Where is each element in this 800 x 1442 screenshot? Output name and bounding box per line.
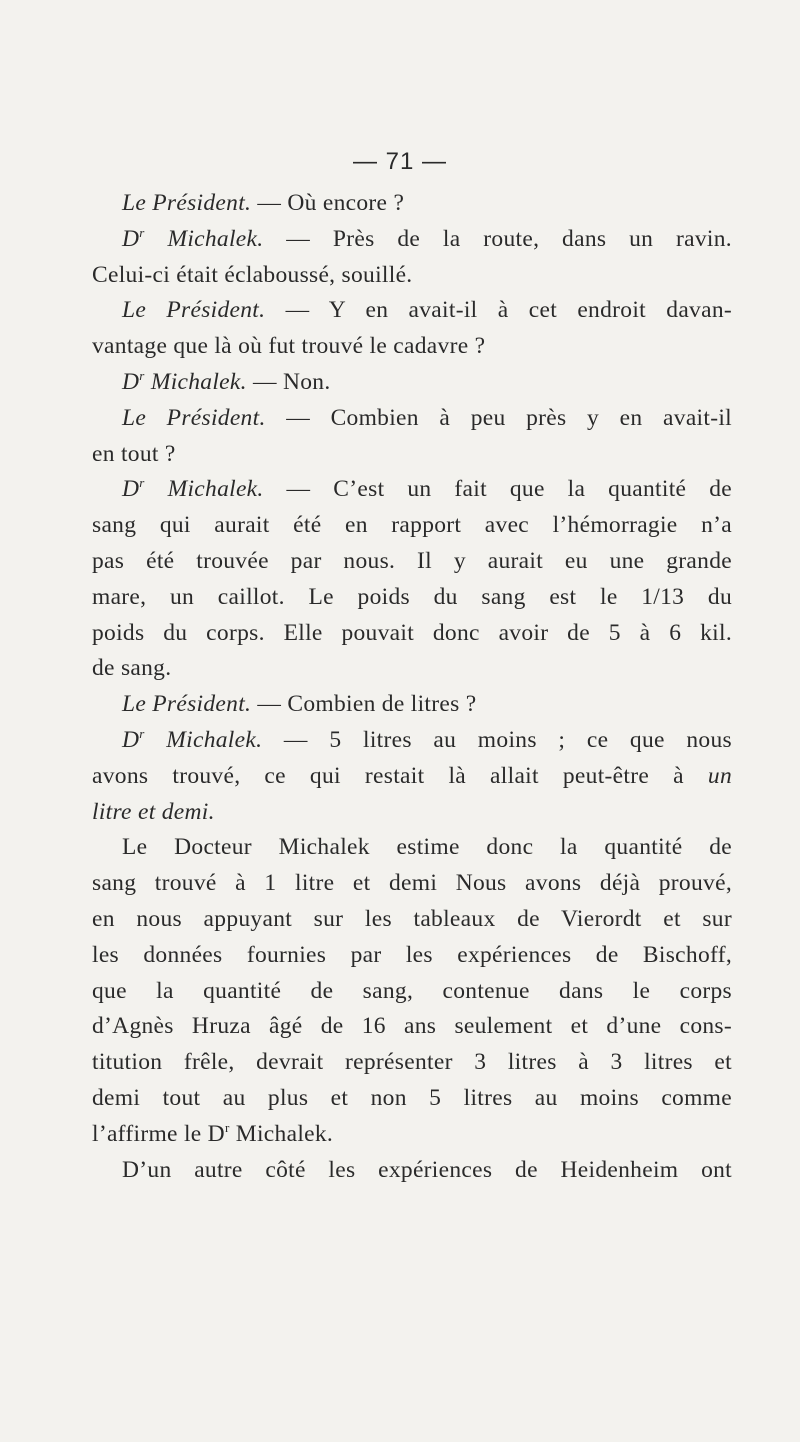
text-line [92,258,732,294]
line-text: D’un autre côté les expériences de Heidenheim ont [122,1156,732,1183]
text-line [92,401,732,437]
text-line [92,1117,732,1153]
text-line [92,1045,732,1081]
line-text: mare, un caillot. Le poids du sang est le 1/13 du [92,583,732,610]
line-text: d’Agnès Hruza âgé de 16 ans seulement et d’une cons- [92,1013,732,1040]
speaker-name: $D^r$ Michalek. [122,475,264,503]
line-text: l’affirme le D [92,1120,225,1147]
body-text [92,186,732,1188]
text-line [92,580,732,616]
line-text: sang trouvé à 1 litre et demi Nous avons déjà prouvé, [92,870,732,897]
text-line [92,830,732,866]
text-line [92,902,732,938]
line-text: — Combien de litres ? [251,691,477,718]
text-line [92,723,732,759]
line-text: — C’est un fait que la quantité de [263,476,732,503]
line-text: de sang. [92,655,172,682]
text-line [92,365,732,401]
line-text: pas été trouvée par nous. Il y aurait eu une grande [92,547,732,574]
text-line [92,795,732,831]
speaker-name: $D^r$ Michalek. [122,368,247,395]
line-text: — Y en avait-il à cet endroit davan- [265,297,733,324]
line-text: en nous appuyant sur les tableaux de Vierordt et sur [92,905,732,932]
text-line [92,1009,732,1045]
text-line [92,293,732,329]
text-line [92,938,732,974]
line-text: demi tout au plus et non 5 litres au moins comme [92,1084,732,1111]
text-line [92,437,732,473]
speaker-name: $D^r$ Michalek. [122,726,263,753]
text-line [92,472,732,508]
text-line [92,616,732,652]
text-line [92,508,732,544]
text-line [92,974,732,1010]
text-line [92,1153,732,1189]
line-text: — 5 litres au moins ; ce que nous [262,726,732,753]
speaker-name: Le Président. [122,297,266,324]
line-text: que la quantité de sang, contenue dans le corps [92,977,732,1004]
text-line [92,222,732,258]
line-text: — Non. [246,368,331,395]
text-line [92,759,732,795]
line-text: Le Docteur Michalek estime donc la quantité de [122,834,732,861]
text-line [92,866,732,902]
speaker-name: Le Président. [122,404,266,431]
speaker-name: Le Président. [122,691,252,718]
text-line [92,186,732,222]
line-text: sang qui aurait été en rapport avec l’hémorragie n’a [92,512,732,539]
text-line [92,544,732,580]
page-number: — 71 — [352,148,448,175]
italic-text: un [707,762,732,789]
line-text: — Où encore ? [251,190,405,216]
speaker-name: $D^r$ Michalek. [122,224,264,252]
line-text: les données fournies par les expériences de Bischoff, [92,941,732,968]
text-line [92,687,732,723]
line-text: vantage que là où fut trouvé le cadavre ? [92,333,486,360]
superscript: r [224,1119,230,1135]
line-text: — Près de la route, dans un ravin. [263,225,732,252]
line-text: avons trouvé, ce qui restait là allait peut-être à [92,762,708,789]
text-line [92,651,732,687]
line-text: Michalek. [229,1120,334,1147]
line-text: en tout ? [92,440,176,467]
speaker-name: Le Président. [122,190,252,216]
line-text: titution frêle, devrait représenter 3 litres à 3 litres et [92,1049,732,1076]
italic-text: litre et demi. [92,798,215,825]
text-line [92,329,732,365]
line-text: poids du corps. Elle pouvait donc avoir de 5 à 6 kil. [92,619,732,646]
text-line [92,1081,732,1117]
line-text: Celui-ci était éclaboussé, souillé. [92,261,413,288]
line-text: — Combien à peu près y en avait-il [265,404,732,431]
